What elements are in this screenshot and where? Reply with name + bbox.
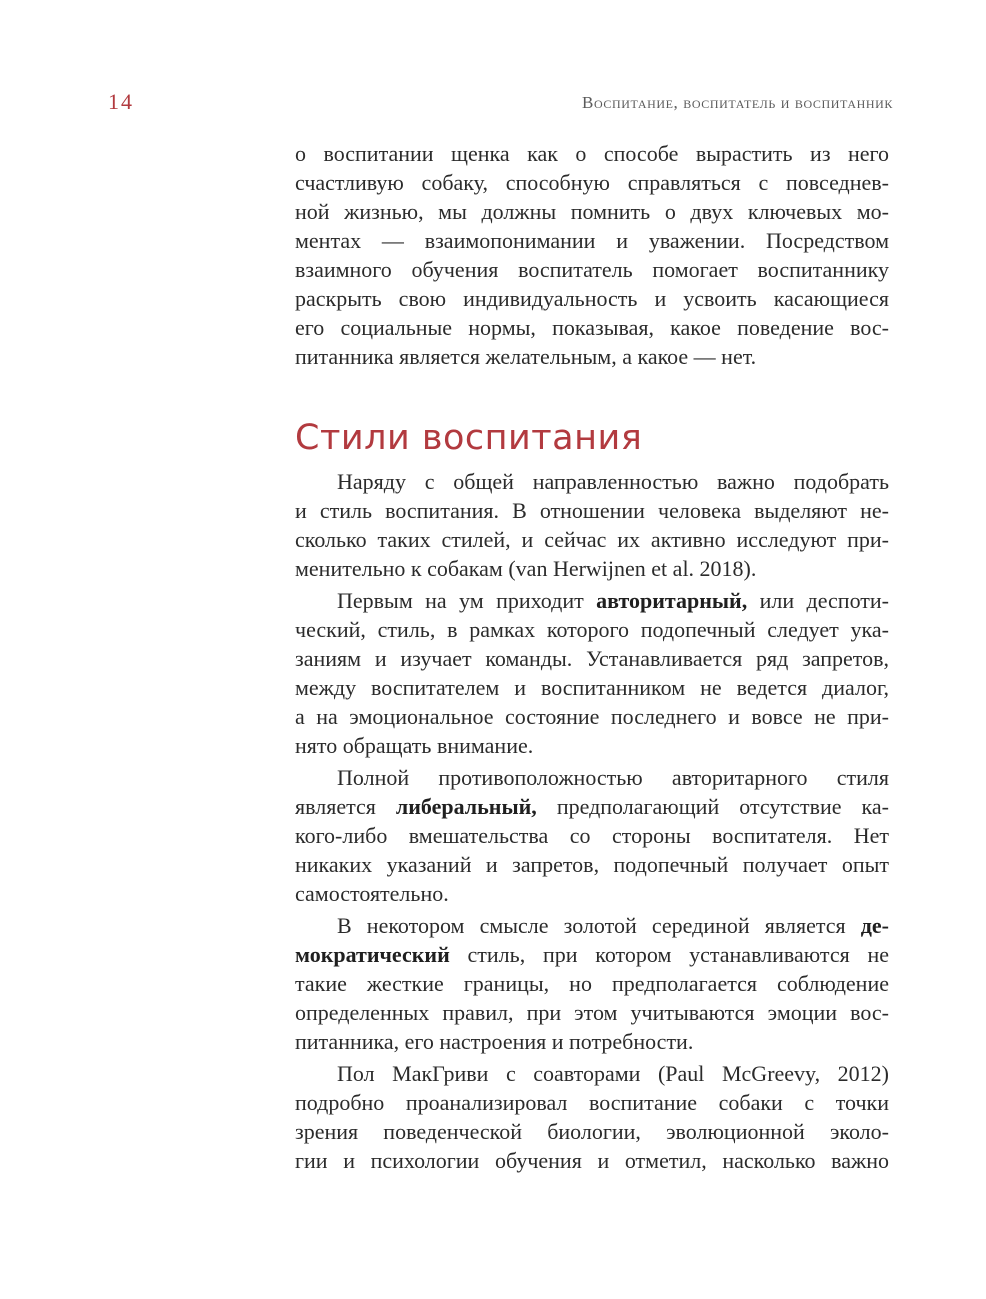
text-line: Наряду с общей направленностью важно подобрать — [337, 469, 889, 494]
text-line: ментах — взаимопонимании и уважении. Посредством — [295, 228, 889, 253]
text-line: самостоятельно. — [295, 881, 449, 906]
term-democratic-part2: мократический — [295, 942, 450, 967]
text-line: и стиль воспитания. В отношении человека выделяют не- — [295, 498, 889, 523]
paragraph-3 — [295, 763, 889, 908]
text-line: ной жизнью, мы должны помнить о двух ключевых мо- — [295, 199, 889, 224]
section-body — [295, 467, 889, 1178]
paragraph-4 — [295, 911, 889, 1056]
text-line: взаимного обучения воспитатель помогает воспитаннику — [295, 257, 889, 282]
text-run: или деспоти- — [747, 588, 889, 613]
text-run: В некотором смысле золотой серединой является — [337, 913, 861, 938]
text-run: предполагающий отсутствие ка- — [536, 794, 889, 819]
text-line: между воспитателем и воспитанником не ведется диалог, — [295, 675, 889, 700]
paragraph-5 — [295, 1059, 889, 1175]
text-line: нято обращать внимание. — [295, 733, 534, 758]
text-line: такие жесткие границы, но предполагается соблюдение — [295, 971, 889, 996]
text-line: никаких указаний и запретов, подопечный получает опыт — [295, 852, 889, 877]
text-line: Пол МакГриви с соавторами (Paul McGreevy, 2012) — [337, 1061, 889, 1086]
text-run: стиль, при котором устанавливаются не — [449, 942, 889, 967]
text-line: питанника, его настроения и потребности. — [295, 1029, 694, 1054]
term-authoritarian: авторитарный, — [596, 588, 748, 613]
term-democratic-part1: де- — [860, 913, 889, 938]
text-line: счастливую собаку, способную справляться с повседнев- — [295, 170, 889, 195]
section-heading: Стили воспитания — [295, 418, 643, 458]
text-line: кого-либо вмешательства со стороны воспитателя. Нет — [295, 823, 889, 848]
term-liberal: либеральный, — [395, 794, 537, 819]
text-line: Полной противоположностью авторитарного стиля — [337, 765, 889, 790]
text-line — [295, 940, 889, 969]
paragraph-2 — [295, 586, 889, 760]
text-line: а на эмоциональное состояние последнего и вовсе не при- — [295, 704, 889, 729]
text-line: подробно проанализировал воспитание собаки с точки — [295, 1090, 889, 1115]
intro-paragraph — [295, 139, 889, 371]
text-line: о воспитании щенка как о способе вырастить из него — [295, 141, 889, 166]
text-line: гии и психологии обучения и отметил, насколько важно — [295, 1148, 889, 1173]
running-header-title: Воспитание, воспитатель и воспитанник — [582, 93, 893, 112]
text-line — [295, 911, 889, 940]
text-line: питанника является желательным, а какое — нет. — [295, 344, 757, 369]
text-run: Первым на ум приходит — [337, 588, 597, 613]
text-line — [295, 586, 889, 615]
page-number: 14 — [108, 89, 134, 114]
text-line — [295, 792, 889, 821]
text-line: его социальные нормы, показывая, какое поведение вос- — [295, 315, 889, 340]
text-run: является — [295, 794, 396, 819]
paragraph-1 — [295, 467, 889, 583]
text-line: зрения поведенческой биологии, эволюционной эколо- — [295, 1119, 889, 1144]
text-line: ческий, стиль, в рамках которого подопечный следует ука- — [295, 617, 889, 642]
text-line: раскрыть свою индивидуальность и усвоить касающиеся — [295, 286, 889, 311]
text-line: сколько таких стилей, и сейчас их активно исследуют при- — [295, 527, 889, 552]
text-line: менительно к собакам (van Herwijnen et al. 2018). — [295, 556, 757, 581]
text-line: определенных правил, при этом учитываются эмоции вос- — [295, 1000, 889, 1025]
text-line: заниям и изучает команды. Устанавливается ряд запретов, — [295, 646, 889, 671]
